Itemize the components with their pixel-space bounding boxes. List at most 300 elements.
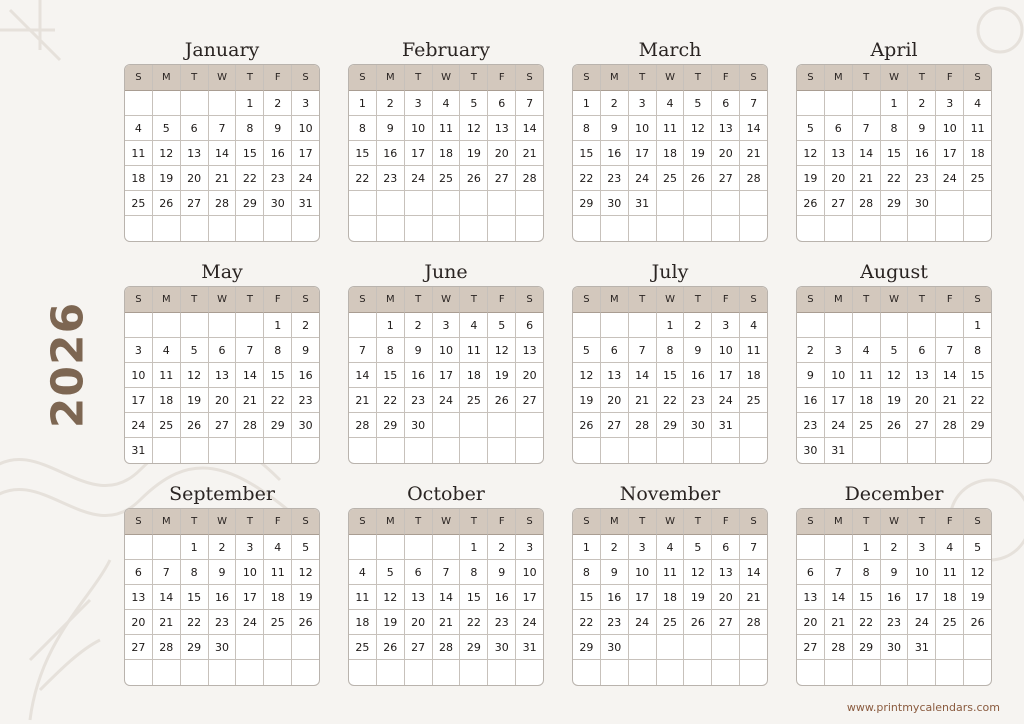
week-row: [349, 438, 543, 463]
week-row: [797, 635, 991, 660]
weekday-header: W: [657, 65, 685, 91]
day-cell: 2: [797, 338, 825, 363]
day-cell: 23: [797, 413, 825, 438]
month-title: February: [401, 39, 490, 61]
day-cell: 16: [601, 585, 629, 610]
week-row: [349, 388, 543, 413]
day-cell: 17: [825, 388, 853, 413]
day-cell: 15: [181, 585, 209, 610]
day-cell: 15: [460, 585, 488, 610]
week-row: [573, 635, 767, 660]
empty-cell: [153, 216, 181, 241]
empty-cell: [936, 191, 964, 216]
empty-cell: [601, 313, 629, 338]
day-cell: 26: [684, 610, 712, 635]
day-cell: 15: [264, 363, 292, 388]
week-row: [349, 116, 543, 141]
day-cell: 27: [825, 191, 853, 216]
weekday-header: M: [377, 287, 405, 313]
empty-cell: [684, 191, 712, 216]
week-row: [797, 610, 991, 635]
day-cell: 28: [740, 166, 767, 191]
day-cell: 1: [964, 313, 991, 338]
day-cell: 30: [488, 635, 516, 660]
empty-cell: [908, 216, 936, 241]
day-cell: 30: [264, 191, 292, 216]
day-cell: 22: [881, 166, 909, 191]
week-row: [797, 660, 991, 685]
day-cell: 13: [601, 363, 629, 388]
day-cell: 13: [712, 116, 740, 141]
empty-cell: [712, 216, 740, 241]
empty-cell: [377, 438, 405, 463]
weekday-header: F: [936, 287, 964, 313]
day-cell: 14: [740, 116, 767, 141]
weekday-header-row: [797, 287, 991, 313]
day-cell: 24: [236, 610, 264, 635]
day-cell: 22: [853, 610, 881, 635]
week-row: [573, 560, 767, 585]
weekday-header: T: [181, 65, 209, 91]
empty-cell: [825, 216, 853, 241]
empty-cell: [377, 660, 405, 685]
day-cell: 8: [573, 116, 601, 141]
day-cell: 9: [684, 338, 712, 363]
day-cell: 12: [488, 338, 516, 363]
day-cell: 12: [460, 116, 488, 141]
week-row: [797, 560, 991, 585]
empty-cell: [516, 413, 543, 438]
day-cell: 21: [629, 388, 657, 413]
day-cell: 8: [657, 338, 685, 363]
empty-cell: [881, 660, 909, 685]
week-row: [349, 610, 543, 635]
day-cell: 29: [964, 413, 991, 438]
empty-cell: [405, 535, 433, 560]
day-cell: 16: [405, 363, 433, 388]
empty-cell: [740, 660, 767, 685]
day-cell: 20: [405, 610, 433, 635]
weekday-header: M: [153, 65, 181, 91]
day-cell: 2: [292, 313, 319, 338]
day-cell: 11: [853, 363, 881, 388]
day-cell: 19: [292, 585, 319, 610]
empty-cell: [433, 216, 461, 241]
empty-cell: [405, 191, 433, 216]
week-row: [797, 585, 991, 610]
day-cell: 23: [601, 166, 629, 191]
week-row: [349, 585, 543, 610]
day-cell: 1: [657, 313, 685, 338]
weekday-header: S: [516, 287, 543, 313]
month-title: May: [201, 261, 243, 283]
month-november: [572, 480, 768, 686]
week-row: [573, 338, 767, 363]
month-title: December: [844, 483, 944, 505]
empty-cell: [853, 91, 881, 116]
empty-cell: [629, 313, 657, 338]
day-cell: 10: [405, 116, 433, 141]
day-cell: 24: [712, 388, 740, 413]
empty-cell: [964, 635, 991, 660]
weekday-header: S: [349, 65, 377, 91]
day-cell: 20: [797, 610, 825, 635]
day-cell: 9: [292, 338, 319, 363]
weekday-header: F: [712, 287, 740, 313]
month-title: August: [860, 261, 928, 283]
empty-cell: [405, 216, 433, 241]
day-cell: 7: [740, 535, 767, 560]
day-cell: 3: [629, 91, 657, 116]
empty-cell: [153, 313, 181, 338]
day-cell: 20: [601, 388, 629, 413]
weekday-header-row: [797, 509, 991, 535]
empty-cell: [936, 438, 964, 463]
day-cell: 3: [236, 535, 264, 560]
week-row: [797, 535, 991, 560]
empty-cell: [236, 216, 264, 241]
weekday-header-row: [573, 509, 767, 535]
week-row: [573, 660, 767, 685]
day-cell: 18: [125, 166, 153, 191]
day-cell: 29: [236, 191, 264, 216]
empty-cell: [573, 438, 601, 463]
weekday-header-row: [125, 287, 319, 313]
day-cell: 24: [629, 166, 657, 191]
day-cell: 30: [292, 413, 319, 438]
day-cell: 27: [601, 413, 629, 438]
empty-cell: [881, 438, 909, 463]
day-cell: 20: [125, 610, 153, 635]
empty-cell: [153, 91, 181, 116]
week-row: [573, 166, 767, 191]
weekday-header: F: [488, 65, 516, 91]
empty-cell: [740, 191, 767, 216]
day-cell: 2: [209, 535, 237, 560]
weekday-header: F: [264, 65, 292, 91]
weekday-header: F: [712, 509, 740, 535]
day-cell: 5: [460, 91, 488, 116]
day-cell: 4: [153, 338, 181, 363]
day-cell: 21: [516, 141, 543, 166]
weekday-header: M: [153, 287, 181, 313]
day-cell: 30: [405, 413, 433, 438]
weekday-header: T: [629, 65, 657, 91]
empty-cell: [797, 216, 825, 241]
empty-cell: [712, 660, 740, 685]
empty-cell: [488, 660, 516, 685]
day-cell: 25: [964, 166, 991, 191]
day-cell: 14: [936, 363, 964, 388]
day-cell: 26: [684, 166, 712, 191]
day-cell: 17: [936, 141, 964, 166]
day-cell: 14: [629, 363, 657, 388]
day-cell: 11: [964, 116, 991, 141]
day-cell: 30: [908, 191, 936, 216]
day-cell: 27: [712, 166, 740, 191]
empty-cell: [881, 216, 909, 241]
week-row: [797, 166, 991, 191]
day-cell: 28: [209, 191, 237, 216]
week-row: [573, 216, 767, 241]
weekday-header: W: [881, 65, 909, 91]
day-cell: 28: [825, 635, 853, 660]
day-cell: 26: [181, 413, 209, 438]
weekday-header: W: [433, 509, 461, 535]
day-cell: 6: [516, 313, 543, 338]
empty-cell: [657, 191, 685, 216]
empty-cell: [433, 660, 461, 685]
empty-cell: [488, 216, 516, 241]
week-row: [573, 191, 767, 216]
empty-cell: [377, 191, 405, 216]
day-cell: 29: [881, 191, 909, 216]
day-cell: 22: [657, 388, 685, 413]
empty-cell: [908, 313, 936, 338]
month-grid: [796, 64, 992, 242]
day-cell: 19: [153, 166, 181, 191]
week-row: [349, 141, 543, 166]
day-cell: 15: [853, 585, 881, 610]
day-cell: 10: [825, 363, 853, 388]
day-cell: 9: [601, 560, 629, 585]
weekday-header: S: [516, 509, 543, 535]
day-cell: 12: [684, 560, 712, 585]
month-july: [572, 258, 768, 464]
day-cell: 5: [153, 116, 181, 141]
day-cell: 11: [657, 560, 685, 585]
day-cell: 14: [236, 363, 264, 388]
day-cell: 8: [881, 116, 909, 141]
day-cell: 13: [712, 560, 740, 585]
month-grid: [124, 508, 320, 686]
month-title: October: [407, 483, 485, 505]
day-cell: 15: [881, 141, 909, 166]
day-cell: 23: [601, 610, 629, 635]
weekday-header: F: [936, 509, 964, 535]
weekday-header: W: [881, 509, 909, 535]
day-cell: 21: [433, 610, 461, 635]
empty-cell: [349, 313, 377, 338]
weekday-header: S: [573, 65, 601, 91]
day-cell: 4: [460, 313, 488, 338]
empty-cell: [853, 660, 881, 685]
weekday-header: W: [657, 509, 685, 535]
month-june: [348, 258, 544, 464]
empty-cell: [964, 216, 991, 241]
day-cell: 27: [516, 388, 543, 413]
day-cell: 22: [964, 388, 991, 413]
empty-cell: [516, 216, 543, 241]
day-cell: 5: [488, 313, 516, 338]
day-cell: 9: [488, 560, 516, 585]
day-cell: 14: [516, 116, 543, 141]
day-cell: 27: [181, 191, 209, 216]
weekday-header: S: [292, 509, 319, 535]
empty-cell: [488, 438, 516, 463]
day-cell: 23: [292, 388, 319, 413]
day-cell: 6: [405, 560, 433, 585]
day-cell: 26: [964, 610, 991, 635]
day-cell: 16: [908, 141, 936, 166]
empty-cell: [657, 216, 685, 241]
day-cell: 16: [797, 388, 825, 413]
day-cell: 1: [460, 535, 488, 560]
week-row: [125, 535, 319, 560]
weekday-header: M: [377, 509, 405, 535]
weekday-header: M: [825, 509, 853, 535]
weekday-header: S: [292, 65, 319, 91]
day-cell: 16: [684, 363, 712, 388]
day-cell: 21: [853, 166, 881, 191]
day-cell: 20: [908, 388, 936, 413]
empty-cell: [712, 191, 740, 216]
day-cell: 13: [405, 585, 433, 610]
empty-cell: [209, 91, 237, 116]
weekday-header: T: [181, 509, 209, 535]
day-cell: 23: [209, 610, 237, 635]
day-cell: 6: [712, 91, 740, 116]
day-cell: 8: [460, 560, 488, 585]
weekday-header: S: [125, 287, 153, 313]
weekday-header: F: [936, 65, 964, 91]
week-row: [797, 313, 991, 338]
day-cell: 12: [181, 363, 209, 388]
empty-cell: [181, 313, 209, 338]
website-footer[interactable]: www.printmycalendars.com: [846, 701, 1000, 714]
weekday-header: W: [209, 509, 237, 535]
week-row: [573, 585, 767, 610]
empty-cell: [740, 413, 767, 438]
weekday-header: F: [488, 509, 516, 535]
day-cell: 17: [405, 141, 433, 166]
day-cell: 25: [853, 413, 881, 438]
weekday-header-row: [125, 509, 319, 535]
month-december: [796, 480, 992, 686]
empty-cell: [377, 216, 405, 241]
week-row: [349, 363, 543, 388]
day-cell: 26: [377, 635, 405, 660]
day-cell: 1: [853, 535, 881, 560]
day-cell: 12: [881, 363, 909, 388]
empty-cell: [264, 660, 292, 685]
month-september: [124, 480, 320, 686]
weekday-header: T: [684, 287, 712, 313]
day-cell: 18: [964, 141, 991, 166]
weekday-header: M: [825, 287, 853, 313]
day-cell: 23: [881, 610, 909, 635]
week-row: [573, 413, 767, 438]
weekday-header: S: [740, 509, 767, 535]
week-row: [125, 338, 319, 363]
day-cell: 31: [825, 438, 853, 463]
day-cell: 26: [573, 413, 601, 438]
day-cell: 28: [740, 610, 767, 635]
day-cell: 10: [292, 116, 319, 141]
month-grid: [572, 508, 768, 686]
empty-cell: [964, 438, 991, 463]
empty-cell: [740, 438, 767, 463]
empty-cell: [797, 313, 825, 338]
year-label: 2026: [42, 301, 94, 429]
week-row: [797, 413, 991, 438]
day-cell: 24: [908, 610, 936, 635]
weekday-header: S: [516, 65, 543, 91]
day-cell: 22: [460, 610, 488, 635]
weekday-header: W: [881, 287, 909, 313]
empty-cell: [908, 660, 936, 685]
month-april: [796, 36, 992, 242]
day-cell: 7: [433, 560, 461, 585]
weekday-header: S: [573, 509, 601, 535]
day-cell: 3: [936, 91, 964, 116]
weekday-header: T: [908, 65, 936, 91]
weekday-header: T: [405, 65, 433, 91]
week-row: [573, 438, 767, 463]
day-cell: 17: [629, 141, 657, 166]
day-cell: 27: [405, 635, 433, 660]
day-cell: 2: [488, 535, 516, 560]
week-row: [573, 363, 767, 388]
empty-cell: [936, 635, 964, 660]
day-cell: 19: [881, 388, 909, 413]
day-cell: 6: [209, 338, 237, 363]
day-cell: 25: [657, 610, 685, 635]
day-cell: 20: [516, 363, 543, 388]
day-cell: 8: [181, 560, 209, 585]
month-grid: [572, 286, 768, 464]
empty-cell: [740, 216, 767, 241]
empty-cell: [797, 91, 825, 116]
day-cell: 16: [881, 585, 909, 610]
day-cell: 1: [881, 91, 909, 116]
weekday-header: T: [181, 287, 209, 313]
day-cell: 29: [264, 413, 292, 438]
day-cell: 2: [601, 91, 629, 116]
day-cell: 13: [797, 585, 825, 610]
day-cell: 21: [236, 388, 264, 413]
day-cell: 21: [936, 388, 964, 413]
day-cell: 31: [292, 191, 319, 216]
day-cell: 18: [740, 363, 767, 388]
day-cell: 4: [657, 535, 685, 560]
empty-cell: [629, 635, 657, 660]
empty-cell: [629, 438, 657, 463]
day-cell: 18: [460, 363, 488, 388]
empty-cell: [964, 191, 991, 216]
day-cell: 4: [657, 91, 685, 116]
month-title: September: [169, 483, 275, 505]
day-cell: 29: [573, 635, 601, 660]
weekday-header-row: [573, 287, 767, 313]
day-cell: 22: [573, 610, 601, 635]
day-cell: 3: [629, 535, 657, 560]
day-cell: 31: [908, 635, 936, 660]
weekday-header: F: [264, 509, 292, 535]
day-cell: 18: [153, 388, 181, 413]
month-march: [572, 36, 768, 242]
day-cell: 28: [516, 166, 543, 191]
day-cell: 2: [684, 313, 712, 338]
day-cell: 27: [488, 166, 516, 191]
day-cell: 17: [236, 585, 264, 610]
day-cell: 3: [712, 313, 740, 338]
day-cell: 11: [740, 338, 767, 363]
day-cell: 3: [125, 338, 153, 363]
day-cell: 13: [825, 141, 853, 166]
weekday-header: M: [825, 65, 853, 91]
empty-cell: [740, 635, 767, 660]
